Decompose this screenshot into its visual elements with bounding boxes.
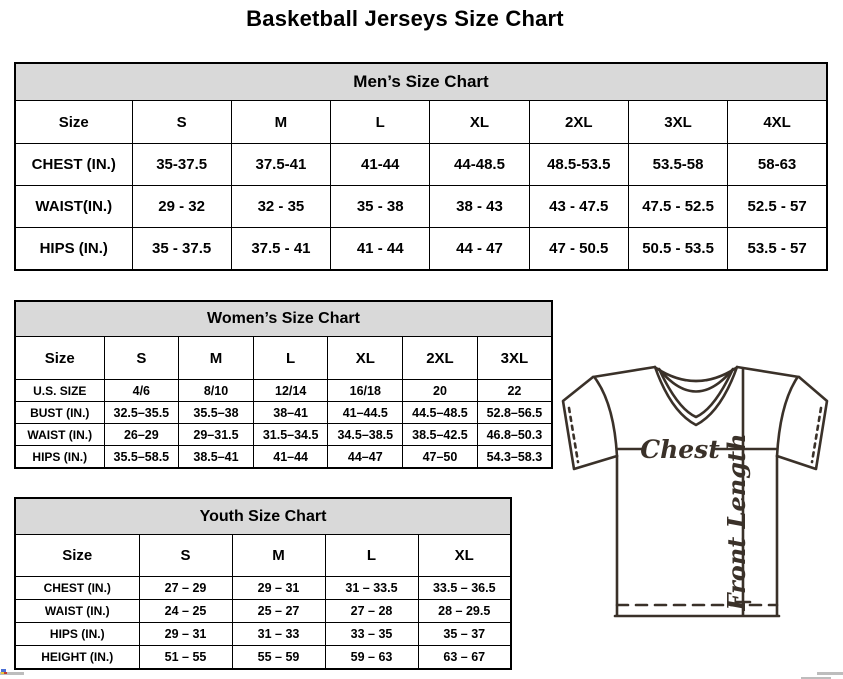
section-title: Men’s Size Chart bbox=[15, 63, 827, 101]
value-cell: 46.8–50.3 bbox=[477, 424, 552, 446]
row-label-cell: CHEST (IN.) bbox=[15, 577, 139, 600]
left-shoulder-seam bbox=[593, 367, 655, 377]
column-header-cell: XL bbox=[430, 101, 529, 144]
womens-size-chart-table bbox=[14, 300, 553, 469]
value-cell: 43 - 47.5 bbox=[529, 186, 628, 228]
column-header-cell: XL bbox=[328, 337, 403, 380]
value-cell: 31.5–34.5 bbox=[253, 424, 328, 446]
left-sleeve-outline bbox=[563, 377, 617, 469]
value-cell: 54.3–58.3 bbox=[477, 446, 552, 469]
value-cell: 53.5-58 bbox=[628, 144, 727, 186]
column-header-cell: Size bbox=[15, 101, 132, 144]
left-armhole-seam bbox=[595, 378, 617, 456]
bottom-right-scrollbar-fragment bbox=[817, 672, 843, 675]
column-header-cell: M bbox=[179, 337, 254, 380]
value-cell: 50.5 - 53.5 bbox=[628, 228, 727, 271]
row-label-cell: BUST (IN.) bbox=[15, 402, 104, 424]
value-cell: 44.5–48.5 bbox=[403, 402, 478, 424]
page-title: Basketball Jerseys Size Chart bbox=[246, 6, 564, 31]
value-cell: 29 - 32 bbox=[132, 186, 231, 228]
value-cell: 41 - 44 bbox=[331, 228, 430, 271]
value-cell: 38.5–41 bbox=[179, 446, 254, 469]
value-cell: 41–44 bbox=[253, 446, 328, 469]
value-cell: 31 – 33.5 bbox=[325, 577, 418, 600]
table-row bbox=[15, 600, 511, 623]
value-cell: 35 - 37.5 bbox=[132, 228, 231, 271]
value-cell: 55 – 59 bbox=[232, 646, 325, 670]
value-cell: 16/18 bbox=[328, 380, 403, 402]
value-cell: 25 – 27 bbox=[232, 600, 325, 623]
value-cell: 27 – 29 bbox=[139, 577, 232, 600]
row-label-cell: CHEST (IN.) bbox=[15, 144, 132, 186]
column-header-cell: M bbox=[232, 535, 325, 577]
table-row bbox=[15, 577, 511, 600]
column-header-cell: L bbox=[253, 337, 328, 380]
table-row bbox=[15, 402, 552, 424]
column-header-cell: Size bbox=[15, 337, 104, 380]
value-cell: 33.5 – 36.5 bbox=[418, 577, 511, 600]
right-sleeve-outline bbox=[777, 377, 827, 469]
value-cell: 26–29 bbox=[104, 424, 179, 446]
value-cell: 38–41 bbox=[253, 402, 328, 424]
value-cell: 29 – 31 bbox=[232, 577, 325, 600]
value-cell: 47.5 - 52.5 bbox=[628, 186, 727, 228]
row-label-cell: WAIST(IN.) bbox=[15, 186, 132, 228]
value-cell: 44 - 47 bbox=[430, 228, 529, 271]
column-header-cell: 3XL bbox=[628, 101, 727, 144]
value-cell: 41-44 bbox=[331, 144, 430, 186]
column-header-cell: 4XL bbox=[728, 101, 827, 144]
value-cell: 41–44.5 bbox=[328, 402, 403, 424]
row-label-cell: HIPS (IN.) bbox=[15, 446, 104, 469]
value-cell: 37.5-41 bbox=[231, 144, 330, 186]
value-cell: 34.5–38.5 bbox=[328, 424, 403, 446]
column-header-cell: XL bbox=[418, 535, 511, 577]
value-cell: 29–31.5 bbox=[179, 424, 254, 446]
row-label-cell: HEIGHT (IN.) bbox=[15, 646, 139, 670]
value-cell: 35 – 37 bbox=[418, 623, 511, 646]
value-cell: 32 - 35 bbox=[231, 186, 330, 228]
value-cell: 63 – 67 bbox=[418, 646, 511, 670]
value-cell: 38.5–42.5 bbox=[403, 424, 478, 446]
value-cell: 22 bbox=[477, 380, 552, 402]
column-header-cell: S bbox=[104, 337, 179, 380]
row-label-cell: U.S. SIZE bbox=[15, 380, 104, 402]
column-header-cell: S bbox=[139, 535, 232, 577]
value-cell: 35.5–58.5 bbox=[104, 446, 179, 469]
value-cell: 48.5-53.5 bbox=[529, 144, 628, 186]
table-row bbox=[15, 446, 552, 469]
table-row bbox=[15, 424, 552, 446]
section-title: Women’s Size Chart bbox=[15, 301, 552, 337]
value-cell: 35 - 38 bbox=[331, 186, 430, 228]
value-cell: 44-48.5 bbox=[430, 144, 529, 186]
column-header-cell: 3XL bbox=[477, 337, 552, 380]
value-cell: 29 – 31 bbox=[139, 623, 232, 646]
value-cell: 27 – 28 bbox=[325, 600, 418, 623]
bottom-left-icon-fragment bbox=[4, 672, 7, 674]
value-cell: 47 - 50.5 bbox=[529, 228, 628, 271]
value-cell: 58-63 bbox=[728, 144, 827, 186]
column-header-cell: 2XL bbox=[529, 101, 628, 144]
value-cell: 37.5 - 41 bbox=[231, 228, 330, 271]
value-cell: 44–47 bbox=[328, 446, 403, 469]
table-row bbox=[15, 228, 827, 271]
column-header-cell: L bbox=[325, 535, 418, 577]
value-cell: 12/14 bbox=[253, 380, 328, 402]
column-header-cell: M bbox=[231, 101, 330, 144]
front-length-label: Front Length bbox=[722, 433, 751, 611]
value-cell: 33 – 35 bbox=[325, 623, 418, 646]
value-cell: 20 bbox=[403, 380, 478, 402]
right-shoulder-seam bbox=[737, 367, 799, 377]
value-cell: 24 – 25 bbox=[139, 600, 232, 623]
table-row bbox=[15, 623, 511, 646]
column-header-cell: Size bbox=[15, 535, 139, 577]
value-cell: 52.5 - 57 bbox=[728, 186, 827, 228]
youth-size-chart-table bbox=[14, 497, 512, 670]
column-header-cell: 2XL bbox=[403, 337, 478, 380]
value-cell: 28 – 29.5 bbox=[418, 600, 511, 623]
value-cell: 8/10 bbox=[179, 380, 254, 402]
table-row bbox=[15, 380, 552, 402]
value-cell: 35.5–38 bbox=[179, 402, 254, 424]
row-label-cell: WAIST (IN.) bbox=[15, 424, 104, 446]
column-header-cell: L bbox=[331, 101, 430, 144]
value-cell: 51 – 55 bbox=[139, 646, 232, 670]
vneck-inner bbox=[660, 371, 732, 417]
value-cell: 31 – 33 bbox=[232, 623, 325, 646]
jersey-sketch bbox=[559, 362, 831, 624]
table-row bbox=[15, 186, 827, 228]
column-header-cell: S bbox=[132, 101, 231, 144]
value-cell: 52.8–56.5 bbox=[477, 402, 552, 424]
value-cell: 53.5 - 57 bbox=[728, 228, 827, 271]
value-cell: 47–50 bbox=[403, 446, 478, 469]
right-armhole-seam bbox=[777, 378, 797, 456]
mens-size-chart-table bbox=[14, 62, 828, 271]
value-cell: 4/6 bbox=[104, 380, 179, 402]
jersey-measurement-diagram bbox=[559, 362, 831, 624]
chest-label: Chest bbox=[640, 435, 720, 464]
section-title: Youth Size Chart bbox=[15, 498, 511, 535]
table-row bbox=[15, 646, 511, 670]
value-cell: 35-37.5 bbox=[132, 144, 231, 186]
value-cell: 59 – 63 bbox=[325, 646, 418, 670]
row-label-cell: WAIST (IN.) bbox=[15, 600, 139, 623]
row-label-cell: HIPS (IN.) bbox=[15, 228, 132, 271]
row-label-cell: HIPS (IN.) bbox=[15, 623, 139, 646]
value-cell: 38 - 43 bbox=[430, 186, 529, 228]
value-cell: 32.5–35.5 bbox=[104, 402, 179, 424]
table-row bbox=[15, 144, 827, 186]
